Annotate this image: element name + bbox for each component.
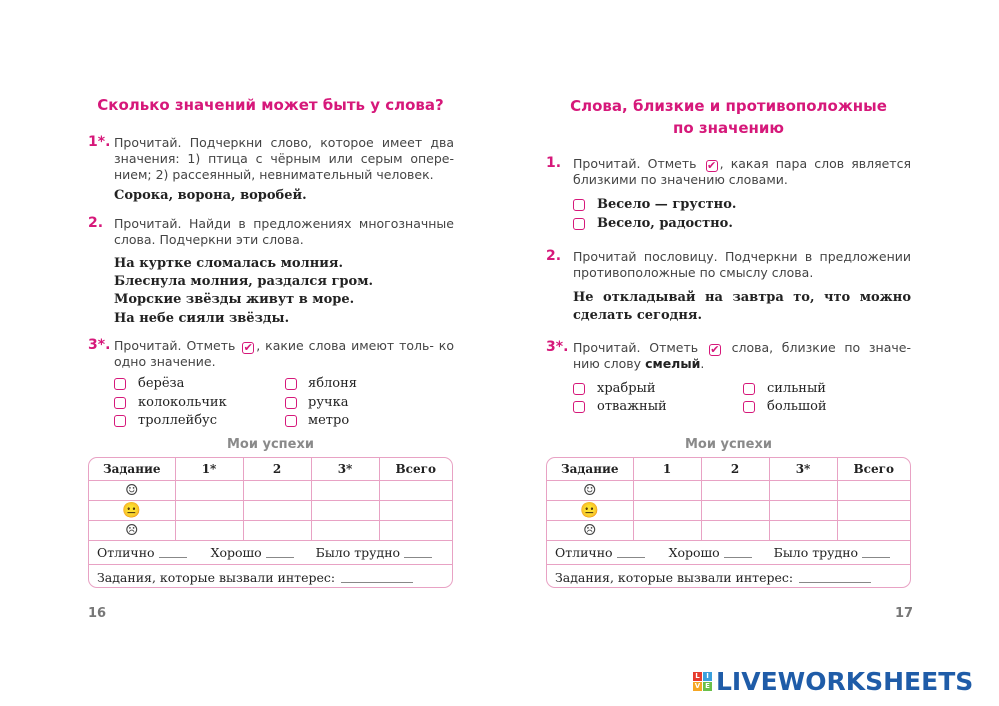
grade-hard: Было трудно (315, 545, 401, 560)
task-2-number: 2. (88, 215, 104, 231)
word-4-label: большой (767, 399, 827, 414)
checkbox-pair-2[interactable] (573, 218, 585, 230)
sentence-2[interactable]: Блеснула молния, раздался гром. (114, 274, 374, 289)
r-task-1-number: 1. (546, 155, 562, 171)
cell[interactable] (311, 481, 379, 501)
r-task-3-text-before: Прочитай. Отметь (573, 340, 699, 355)
cell[interactable] (379, 501, 452, 521)
cell[interactable] (701, 501, 769, 521)
right-title-line-1: Слова, близкие и противоположные (570, 97, 887, 115)
r-task-2-number: 2. (546, 248, 562, 264)
header-col-1: 1 (633, 458, 701, 481)
cell[interactable] (379, 521, 452, 541)
grade-good-blank[interactable] (724, 547, 752, 558)
header-task: Задание (547, 458, 633, 481)
interest-label: Задания, которые вызвали интерес: (97, 569, 336, 585)
page-number-left: 16 (88, 606, 107, 621)
header-total: Всего (837, 458, 910, 481)
cell[interactable] (633, 521, 701, 541)
header-total: Всего (379, 458, 452, 481)
cell[interactable] (175, 481, 243, 501)
interest-label: Задания, которые вызвали интерес: (555, 569, 794, 585)
grade-excellent-blank[interactable] (617, 547, 645, 558)
checkbox-option-5[interactable] (285, 397, 297, 409)
liveworksheets-logo-icon: L I V E (693, 672, 712, 691)
option-6-label: метро (308, 413, 350, 428)
task-1-instruction: Прочитай. Подчеркни слово, которое имеет два значения: 1) птица с чёрным или серым опере- нием; 2) рассеянный, невнимательный человек. (114, 135, 454, 182)
header-col-1: 1* (175, 458, 243, 481)
r-task-1-instruction (573, 156, 911, 188)
cell[interactable] (769, 501, 837, 521)
cell[interactable] (701, 481, 769, 501)
sentence-1[interactable]: На куртке сломалась молния. (114, 256, 344, 271)
sad-face-icon: ☹ (125, 521, 139, 539)
task-3-text-after: , какие слова имеют толь- ко одно значение. (114, 338, 454, 369)
checkmark-icon: ✔ (710, 343, 720, 356)
header-col-2: 2 (243, 458, 311, 481)
cell[interactable] (243, 501, 311, 521)
task-2-instruction: Прочитай. Найди в предложениях многозначные слова. Подчеркни эти слова. (114, 216, 454, 247)
checkbox-word-3[interactable] (743, 383, 755, 395)
cell[interactable] (837, 481, 910, 501)
word-2-label: отважный (597, 399, 667, 414)
cell[interactable] (379, 481, 452, 501)
right-title-line-2: по значению (672, 119, 785, 137)
cell[interactable] (769, 521, 837, 541)
task-3-text-before: Прочитай. Отметь (114, 338, 236, 353)
cell[interactable] (633, 501, 701, 521)
interest-blank[interactable] (799, 572, 871, 583)
checkbox-option-6[interactable] (285, 415, 297, 427)
neutral-face-icon: 😐 (580, 501, 600, 519)
cell[interactable] (769, 481, 837, 501)
liveworksheets-logo-text: LIVEWORKSHEETS (716, 667, 974, 696)
neutral-face-icon: 😐 (122, 501, 142, 519)
checkbox-word-2[interactable] (573, 401, 585, 413)
liveworksheets-logo[interactable] (693, 667, 973, 696)
word-1-label: храбрый (597, 381, 656, 396)
keyword-brave: смелый (645, 356, 701, 371)
checkbox-option-4[interactable] (285, 378, 297, 390)
option-5-label: ручка (308, 395, 349, 410)
cell[interactable] (311, 501, 379, 521)
grade-good: Хорошо (210, 545, 262, 560)
header-col-3: 3* (311, 458, 379, 481)
checkmark-icon: ✔ (243, 341, 253, 354)
interest-row (547, 565, 910, 588)
grade-good: Хорошо (668, 545, 720, 560)
sentence-4[interactable]: На небе сияли звёзды. (114, 311, 290, 326)
task-1-words[interactable]: Сорока, ворона, воробей. (114, 188, 307, 203)
grade-row (547, 541, 910, 565)
r-task-1-text-after: , какая пара слов является близкими по значению словами. (573, 156, 911, 187)
grade-excellent-blank[interactable] (159, 547, 187, 558)
right-page-title (546, 95, 911, 139)
r-task-2-instruction: Прочитай пословицу. Подчеркни в предложении противоположные по смыслу слова. (573, 249, 911, 280)
interest-blank[interactable] (341, 572, 413, 583)
left-page-title: Сколько значений может быть у слова? (97, 96, 444, 114)
r-task-1-text-before: Прочитай. Отметь (573, 156, 697, 171)
task-3-number: 3*. (88, 337, 111, 353)
r-progress-title: Мои успехи (685, 437, 772, 452)
cell[interactable] (633, 481, 701, 501)
r-task-3-text-middle: слова, близкие по значе- нию слову (573, 340, 911, 371)
r-task-3-instruction (573, 340, 911, 372)
page-number-right: 17 (895, 606, 914, 621)
option-2-label: колокольчик (138, 395, 227, 410)
cell[interactable] (837, 501, 910, 521)
grade-good-blank[interactable] (266, 547, 294, 558)
cell[interactable] (243, 521, 311, 541)
grade-hard-blank[interactable] (404, 547, 432, 558)
cell[interactable] (701, 521, 769, 541)
option-1-label: берёза (138, 376, 185, 391)
checkbox-pair-1[interactable] (573, 199, 585, 211)
cell[interactable] (243, 481, 311, 501)
r-progress-table (546, 457, 911, 588)
progress-table (88, 457, 453, 588)
task-3-instruction (114, 338, 454, 370)
cell[interactable] (311, 521, 379, 541)
checkbox-option-1[interactable] (114, 378, 126, 390)
pair-1-label: Весело — грустно. (597, 197, 737, 212)
sad-face-icon: ☹ (583, 521, 597, 539)
pair-2-label: Весело, радостно. (597, 216, 733, 231)
cell[interactable] (175, 521, 243, 541)
checkbox-word-1[interactable] (573, 383, 585, 395)
grade-excellent: Отлично (97, 545, 155, 560)
grade-row (89, 541, 452, 565)
smile-face-icon: ☺ (583, 481, 597, 499)
interest-row (89, 565, 452, 588)
word-3-label: сильный (767, 381, 826, 396)
header-col-3: 3* (769, 458, 837, 481)
progress-title: Мои успехи (227, 437, 314, 452)
r-task-3-number: 3*. (546, 339, 569, 355)
header-col-2: 2 (701, 458, 769, 481)
checkmark-icon: ✔ (707, 159, 717, 172)
option-3-label: троллейбус (138, 413, 217, 428)
smile-face-icon: ☺ (125, 481, 139, 499)
cell[interactable] (175, 501, 243, 521)
cell[interactable] (837, 521, 910, 541)
proverb[interactable]: Не откладывай на завтра то, что можно сделать сегодня. (573, 290, 911, 323)
grade-hard-blank[interactable] (862, 547, 890, 558)
grade-hard: Было трудно (773, 545, 859, 560)
option-4-label: яблоня (308, 376, 357, 391)
checkbox-option-2[interactable] (114, 397, 126, 409)
header-task: Задание (89, 458, 175, 481)
grade-excellent: Отлично (555, 545, 613, 560)
checkbox-word-4[interactable] (743, 401, 755, 413)
r-task-3-text-end: . (700, 356, 705, 371)
sentence-3[interactable]: Морские звёзды живут в море. (114, 292, 355, 307)
checkbox-option-3[interactable] (114, 415, 126, 427)
task-1-number: 1*. (88, 134, 111, 150)
